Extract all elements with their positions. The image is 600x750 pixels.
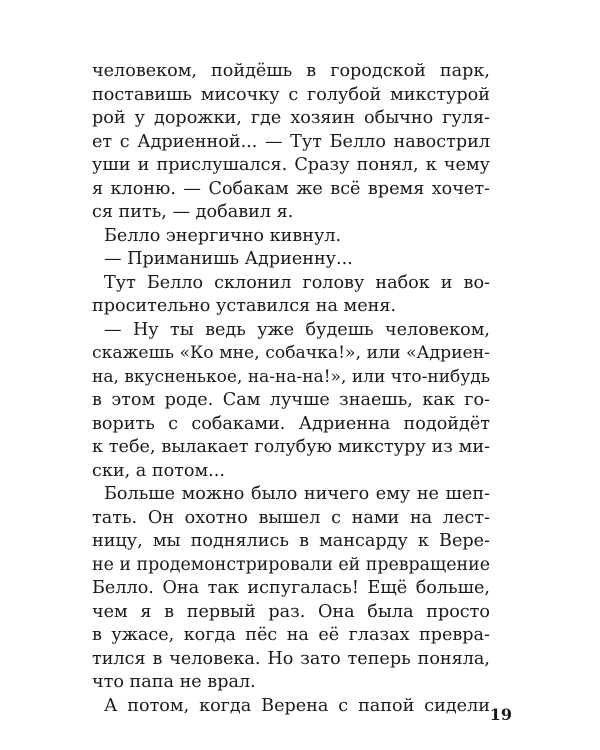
text-line: ет с Адриенной... — Тут Белло навострил [92, 131, 490, 152]
text-line: не и продемонстрировали ей превращение [92, 554, 490, 575]
text-line: Тут Белло склонил голову набок и во- [104, 272, 490, 293]
text-line: я клоню. — Собакам же всё время хочет- [92, 178, 490, 199]
text-line: просительно уставился на меня. [92, 296, 397, 316]
text-line: к тебе, вылакает голубую микстуру из ми- [92, 437, 490, 457]
text-line: поставишь мисочку с голубой микстурой [92, 84, 490, 105]
page-number: 19 [489, 705, 512, 724]
text-line: А потом, когда Верена с папой сидели [104, 695, 490, 716]
text-line: — Ну ты ведь уже будешь человеком, [104, 319, 490, 340]
text-line: на, вкусненькое, на-на-на!», или что-нибудь [92, 366, 490, 387]
text-line: уши и прислушался. Сразу понял, к чему [92, 155, 490, 175]
text-line: чем я в первый раз. Она была просто [92, 601, 490, 622]
text-line: человеком, пойдёшь в городской парк, [92, 61, 490, 81]
text-line: скажешь «Ко мне, собачка!», или «Адриен- [92, 343, 490, 363]
text-line: Белло. Она так испугалась! Ещё больше, [92, 578, 490, 598]
text-line: что папа не врал. [92, 672, 256, 692]
text-body [92, 60, 490, 718]
text-line: ски, а потом... [92, 460, 225, 481]
text-line: в этом роде. Сам лучше знаешь, как го- [92, 390, 490, 410]
text-line: рой у дорожки, где хозяин обычно гуля- [92, 108, 490, 128]
text-line: тать. Он охотно вышел с нами на лест- [92, 507, 490, 528]
text-line: ницу, мы поднялись в мансарду к Вере- [92, 531, 490, 551]
text-line: — Приманишь Адриенну... [104, 249, 353, 269]
text-line: Больше можно было ничего ему не шеп- [104, 484, 490, 504]
text-line: ся пить, — добавил я. [92, 202, 294, 222]
text-line: Белло энергично кивнул. [104, 225, 342, 246]
text-line: тился в человека. Но зато теперь поняла, [92, 648, 490, 669]
text-line: в ужасе, когда пёс на её глазах превра- [92, 625, 490, 645]
text-line: ворить с собаками. Адриенна подойдёт [92, 413, 490, 434]
paragraph-lines [92, 60, 490, 718]
